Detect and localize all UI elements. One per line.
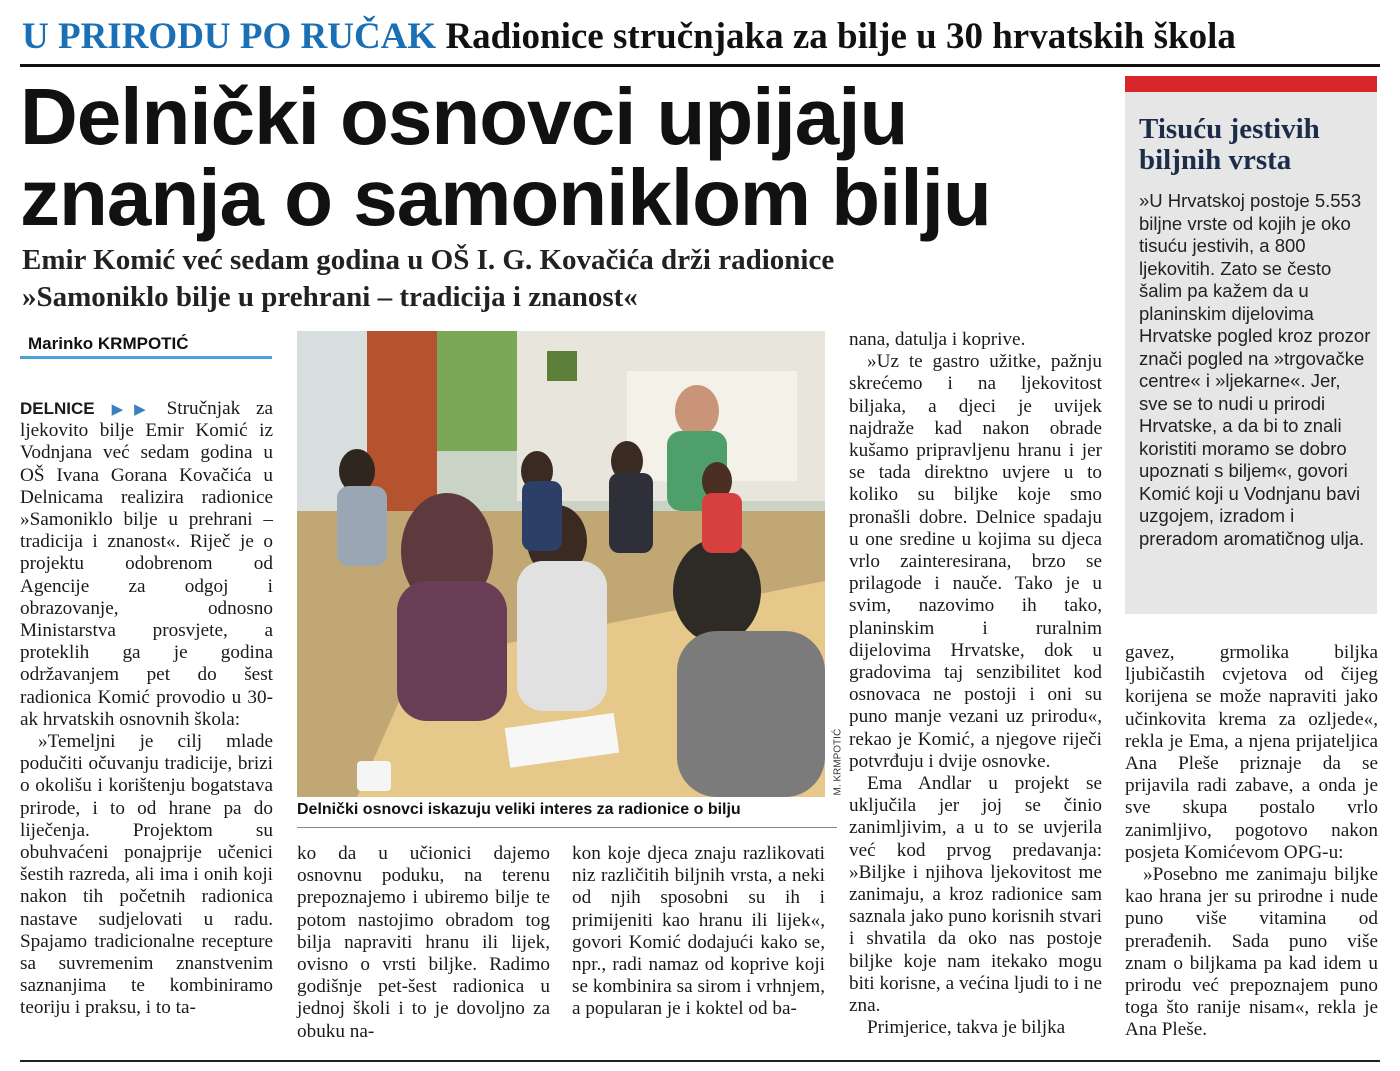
paragraph: »Temeljni je cilj mlade podučiti očuvanju tradicije, brizi o okolišu i korištenju bogatstava prirode, i to od hrane pa do liječenja. Projektom su obuhvaćeni ponajprije učenici šestih razreda, ali ima i onih koji nakon tih početnih radionica nastave sudjelovati u radu. Spajamo tradicionalne recepture sa suvremenim znanstvenim saznanjima te kombiniramo teoriju i praksu, i to ta-	[20, 731, 273, 1019]
paragraph: »Posebno me zanimaju biljke kao hrana jer su prirodne i nude puno više vitamina od prerađenih. Sada puno više znam o biljkama pa kad idem u prirodu već prepoznajem puno toga što ranije nisam«, rekla je Ana Pleše.	[1125, 864, 1378, 1041]
sidebar-text: »U Hrvatskoj postoje 5.553 biljne vrste od kojih je oko tisuću jestivih, a 800 ljekovitih. Zato se često šalim pa kažem da u planinskim dijelovima Hrvatske pogled kroz prozor znači pogled na »trgovačke centre« i »ljekarne«. Jer, sve se to nudi u prirodi Hrvatske, a da bi to znali koristiti moramo se dobro upoznati s biljem«, govori Komić koji u Vodnjanu bavi uzgojem, izradom i preradom aromatičnog ulja.	[1139, 190, 1371, 549]
classroom-photo-illustration	[297, 331, 825, 797]
headline-line-1: Delnički osnovci upijaju	[20, 72, 908, 161]
photo-credit-text: M. KRMPOTIĆ	[832, 728, 844, 796]
paragraph: ko da u učionici dajemo osnovnu poduku, na terenu prepoznajemo i ubiremo bilje te potom nastojimo obradom tog bilja napraviti hranu ili lijek, ovisno o vrsti biljke. Radimo godišnje pet-šest radionica u jednoj školi i to je dovoljno za obuku na-	[297, 843, 550, 1042]
photo-caption: Delnički osnovci iskazuju veliki interes za radionice o bilju	[297, 801, 741, 818]
classroom-photo	[297, 331, 825, 797]
paragraph	[20, 398, 273, 731]
dateline: DELNICE	[20, 399, 95, 418]
paragraph: nana, datulja i koprive.	[849, 329, 1026, 350]
headline-line-2: znanja o samoniklom bilju	[20, 153, 991, 242]
deck-line-1: Emir Komić već sedam godina u OŠ I. G. Kovačića drži radionice	[22, 244, 835, 276]
column-4	[849, 329, 1102, 1040]
top-rule	[20, 64, 1380, 67]
column-1	[20, 398, 273, 1020]
paragraph: Ema Andlar u projekt se uključila jer joj se činio zanimljivim, a u to se uvjerila već kod prvog predavanja: »Biljke i njihova ljekovitost me zanimaju, a kroz radionice sam saznala jako puno korisnih stvari i shvatila da oko nas postoje biljke koje nam itekako mogu biti korisne, a većina ljudi to i ne zna.	[849, 773, 1102, 1017]
column-3	[572, 843, 825, 1021]
paragraph: kon koje djeca znaju razlikovati niz različitih biljnih vrsta, a neki od njih sposobni su ih i primijeniti kao hranu ili lijek«, govori Komić dodajući kako se, npr., radi namaz od koprive koji se kombinira sa sirom i vrhnjem, a popularan je i koktel od ba-	[572, 843, 825, 1020]
double-arrow-icon: ▶▶	[100, 400, 157, 418]
sidebar-title: Tisuću jestivih biljnih vrsta	[1139, 113, 1320, 176]
paragraph: gavez, grmolika biljka ljubičastih cvjetova od čijeg korijena se može napraviti jako učinkovita krema za ozljede«, rekla je Ema, a njena prijateljica Ana Pleše priznaje da se prijavila radi zabave, a onda je sve skupa postalo vrlo zanimljivo, pogotovo nakon posjeta Komićevom OPG-u:	[1125, 642, 1378, 863]
paragraph: Primjerice, takva je biljka	[867, 1017, 1066, 1039]
byline: Marinko KRMPOTIĆ	[20, 329, 272, 359]
photo-credit	[828, 700, 848, 800]
deck-line-2: »Samoniklo bilje u prehrani – tradicija i znanost«	[22, 281, 638, 313]
sidebar-box	[1125, 76, 1377, 614]
caption-rule	[297, 827, 837, 828]
paragraph-text: Stručnjak za ljekovito bilje Emir Komić iz Vodnjana već sedam godina u OŠ Ivana Gorana Kovačića u Delnicama realizira radionice »Samoniklo bilje u prehrani – tradicija i znanost«. Riječ je o projektu odobrenom od Agencije za odgoj i obrazovanje, odnosno Ministarstva prosvjete, a proteklih ga je godina održavanjem pet do šest radionica Komić provodio u 30-ak hrvatskih osnovnih škola:	[20, 398, 273, 730]
bottom-rule	[20, 1060, 1380, 1062]
kicker-tag: U PRIRODU PO RUČAK	[22, 16, 437, 57]
column-5	[1125, 642, 1378, 1042]
kicker	[22, 14, 1392, 60]
deck	[22, 242, 1112, 316]
headline	[20, 72, 1120, 242]
sidebar-accent-bar	[1125, 76, 1377, 92]
paragraph: »Uz te gastro užitke, pažnju skrećemo i na ljekovitost biljaka, a djeci je uvijek najdraže kad nakon obrade kušamo pripravljenu hranu i jer se tada direktno uvjere u to koliko su biljke koje smo pronašli dobre. Delnice spadaju u one sredine u kojima su djeca vrlo zainteresirana, brzo se prilagode i nauče. Tako je u svim, nazovimo ih tako, planinskim i ruralnim dijelovima Hrvatske, dok u gradovima taj senzibilitet kod osnovaca ne postoji i oni su puno manje vezani uz prirodu«, rekao je Komić, a njegove riječi potvrđuju i dvije osnovke.	[849, 351, 1102, 772]
column-2	[297, 843, 550, 1043]
kicker-text: Radionice stručnjaka za bilje u 30 hrvatskih škola	[445, 16, 1236, 57]
